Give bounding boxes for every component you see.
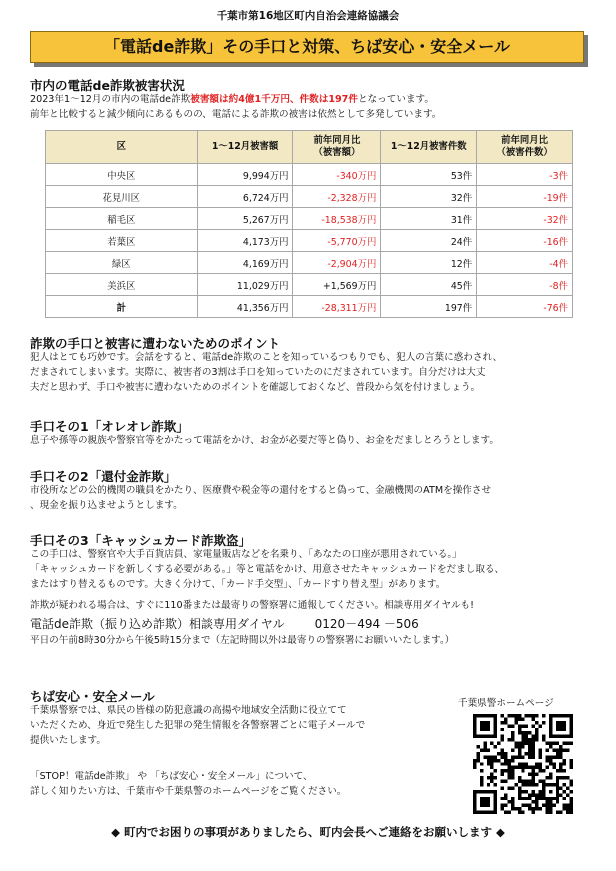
cell-count-yoy: -19件 [477,186,573,208]
points-heading: 詐欺の手口と被害に遭わないためのポイント [30,336,281,351]
cell-amount: 11,029万円 [197,274,293,296]
col-count-yoy: 前年同月比 （被害件数） [477,131,573,164]
cell-amount: 41,356万円 [197,296,293,318]
points-line-2: だまされてしまいます。実際に、被害者の3割は手口を知っていたのにだまされています。自分だけは大丈 [30,367,486,378]
cell-count-yoy: -16件 [477,230,573,252]
points-line-3: 夫だと思わず、手口や被害に遭わないためのポイントを確認しておくなど、普段から気を付けましょう。 [30,382,481,393]
damage-table [45,130,573,318]
cell-ward: 緑区 [46,252,198,274]
method2-heading: 手口その2「還付金詐欺」 [30,469,177,484]
cell-ward: 花見川区 [46,186,198,208]
dial-label: 電話de詐欺（振り込め詐欺）相談専用ダイヤル [30,617,285,631]
table-row [46,208,573,230]
cell-ward: 美浜区 [46,274,198,296]
damage-trend: 前年と比較すると減少傾向にあるものの、電話による詐欺の被害は依然として多発しています。 [30,109,442,120]
cell-count-yoy: -32件 [477,208,573,230]
cell-count: 197件 [381,296,477,318]
table-row [46,252,573,274]
cell-count: 45件 [381,274,477,296]
footer-notice: ◆ 町内でお困りの事項がありましたら、町内会長へご連絡をお願いします ◆ [111,825,505,839]
cell-ward: 稲毛区 [46,208,198,230]
damage-summary: 2023年1～12月の市内の電話de詐欺被害額は約4億1千万円、件数は197件となっています。 [30,94,434,105]
damage-heading: 市内の電話de詐欺被害状況 [30,78,185,93]
mail-line-5: 詳しく知りたい方は、千葉市や千葉県警のホームページをご覧ください。 [30,786,347,797]
cell-amount-yoy: -340万円 [293,164,381,186]
damage-count-highlight: 件数は197件 [299,94,358,105]
table-header-row [46,131,573,164]
method3-line-1: この手口は、警察官や大手百貨店員、家電量販店などを名乗り、「あなたの口座が悪用されている。」 [30,549,462,560]
cell-ward: 中央区 [46,164,198,186]
report-notice: 詐欺が疑われる場合は、すぐに110番または最寄りの警察署に通報してください。相談専用ダイヤルも! [30,600,474,611]
cell-count: 24件 [381,230,477,252]
cell-count: 31件 [381,208,477,230]
cell-amount-yoy: -2,328万円 [293,186,381,208]
table-row [46,164,573,186]
points-line-1: 犯人はとても巧妙です。会話をすると、電話de詐欺のことを知っているつもりでも、犯人の言葉に惑わされ、 [30,352,503,363]
organization-name: 千葉市第16地区町内自治会連絡協議会 [216,10,400,22]
dial-hours: 平日の午前8時30分から午後5時15分まで（左記時間以外は最寄りの警察署にお願いいたします。） [30,635,455,646]
cell-amount-yoy: +1,569万円 [293,274,381,296]
table-row [46,274,573,296]
qr-label: 千葉県警ホームページ [458,698,554,709]
cell-amount-yoy: -28,311万円 [293,296,381,318]
cell-amount: 6,724万円 [197,186,293,208]
consult-dial [30,615,419,632]
qr-code-icon[interactable] [473,714,573,814]
col-count: 1～12月被害件数 [381,131,477,164]
cell-amount-yoy: -2,904万円 [293,252,381,274]
col-ward: 区 [46,131,198,164]
table-row [46,186,573,208]
cell-ward: 若葉区 [46,230,198,252]
mail-heading: ちば安心・安全メール [30,689,155,704]
method1-heading: 手口その1「オレオレ詐欺」 [30,419,189,434]
cell-count-yoy: -8件 [477,274,573,296]
mail-line-3: 提供いたします。 [30,735,106,746]
cell-amount-yoy: -5,770万円 [293,230,381,252]
col-amount: 1～12月被害額 [197,131,293,164]
cell-count: 12件 [381,252,477,274]
method2-line-1: 市役所などの公的機関の職員をかたり、医療費や税金等の還付をすると偽って、金融機関のATMを操作させ [30,485,492,496]
method3-heading: 手口その3「キャッシュカード詐欺盗」 [30,533,251,548]
cell-amount-yoy: -18,538万円 [293,208,381,230]
damage-amount-highlight: 被害額は約4億1千万円、 [190,94,300,105]
cell-count: 53件 [381,164,477,186]
cell-amount: 9,994万円 [197,164,293,186]
cell-ward: 計 [46,296,198,318]
mail-line-1: 千葉県警察では、県民の皆様の防犯意識の高揚や地域安全活動に役立てて [30,705,347,716]
cell-amount: 4,169万円 [197,252,293,274]
table-total-row [46,296,573,318]
mail-line-2: いただくため、身近で発生した犯罪の発生情報を各警察署ごとに電子メールで [30,720,366,731]
cell-count: 32件 [381,186,477,208]
page-title: 「電話de詐欺」その手口と対策、ちば安心・安全メール [30,31,584,63]
mail-line-4: 「STOP！電話de詐欺」 や 「ちば安心・安全メール」について、 [30,771,313,782]
method1-text: 息子や孫等の親族や警察官等をかたって電話をかけ、お金が必要だ等と偽り、お金をだましとろうとします。 [30,435,499,446]
cell-count-yoy: -4件 [477,252,573,274]
method3-line-3: またはすり替えるものです。大きく分けて、「カード手交型」、「カードすり替え型」があります。 [30,579,446,590]
dial-number: 0120－494 －506 [314,617,419,631]
col-amount-yoy: 前年同月比 （被害額） [293,131,381,164]
cell-amount: 5,267万円 [197,208,293,230]
table-row [46,230,573,252]
method2-line-2: 、現金を振り込ませようとします。 [30,500,183,511]
cell-amount: 4,173万円 [197,230,293,252]
cell-count-yoy: -3件 [477,164,573,186]
method3-line-2: 「キャッシュカードを新しくする必要がある。」等と電話をかけ、用意させたキャッシュカードをだまし取る、 [30,564,505,575]
cell-count-yoy: -76件 [477,296,573,318]
